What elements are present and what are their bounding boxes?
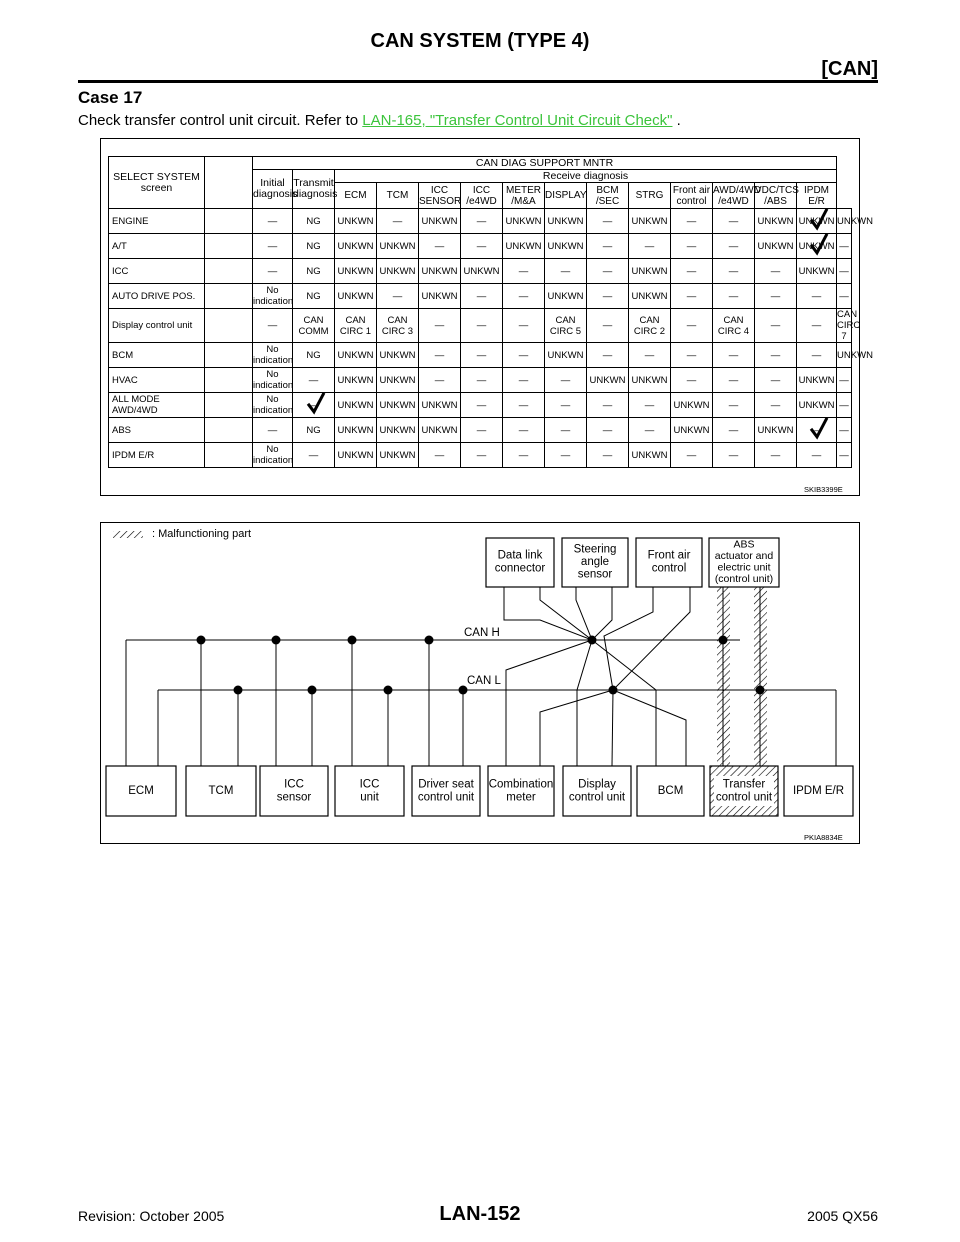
cell-line: CAN: [555, 314, 576, 326]
cell-line: UNKWN: [337, 424, 374, 436]
row-label: IPDM E/R: [109, 443, 205, 468]
hub-wire: [592, 640, 656, 766]
cell-line: —: [476, 374, 487, 386]
cell-line: CIRC 3: [381, 325, 414, 337]
footer-revision: Revision: October 2005: [78, 1208, 225, 1224]
top-unit-label: electric unit: [717, 561, 771, 574]
cell-line: UNKWN: [421, 424, 458, 436]
can-diag-title: CAN DIAG SUPPORT MNTR: [253, 157, 837, 170]
cell-line: ICC: [472, 184, 491, 196]
cell-line: indication: [253, 380, 294, 391]
junction-dot: [234, 686, 243, 695]
cell-line: METER: [506, 184, 541, 196]
cell-line: UNKWN: [337, 265, 374, 277]
cell-line: —: [518, 424, 529, 436]
cell-line: —: [602, 399, 613, 411]
cell-line: UNKWN: [798, 215, 835, 227]
bottom-unit-label: ECM: [128, 785, 154, 798]
cell-line: CAN: [345, 314, 366, 326]
row-label: ENGINE: [109, 209, 205, 234]
cell-line: E/R: [808, 195, 825, 207]
cell-line: VDC/TCS: [755, 184, 799, 196]
cell-line: No: [266, 344, 279, 355]
cell-line: —: [728, 240, 739, 252]
cell-line: —: [686, 215, 697, 227]
cell-line: —: [770, 290, 781, 302]
cell-line: CAN: [723, 314, 744, 326]
cell-line: —: [728, 449, 739, 461]
cell-line: UNKWN: [463, 265, 500, 277]
cell-line: No: [266, 444, 279, 455]
cell-line: UNKWN: [379, 424, 416, 436]
hub-wire: [613, 690, 686, 766]
cell-line: /e4WD: [466, 195, 497, 207]
cell-line: UNKWN: [379, 374, 416, 386]
cell-line: UNKWN: [798, 374, 835, 386]
cell-line: UNKWN: [547, 290, 584, 302]
cell-line: —: [644, 399, 655, 411]
cell-line: Transmit: [293, 177, 334, 189]
cell-line: indication: [253, 296, 294, 307]
bottom-unit-label: meter: [506, 791, 536, 804]
cell-line: —: [476, 240, 487, 252]
cell-line: CAN: [639, 314, 660, 326]
cell-line: —: [839, 399, 849, 411]
cell-line: —: [770, 449, 781, 461]
cell-line: UNKWN: [337, 240, 374, 252]
hub-wire: [612, 690, 613, 766]
junction-dot: [425, 636, 434, 645]
cell-line: UNKWN: [505, 215, 542, 227]
cell-line: CIRC 7: [837, 320, 861, 342]
cell-line: —: [811, 320, 822, 331]
legend-text: : Malfunctioning part: [152, 528, 252, 540]
cell-line: —: [308, 399, 319, 411]
cell-line: —: [770, 374, 781, 386]
cell-line: —: [476, 399, 487, 411]
cell-line: —: [267, 265, 278, 277]
bottom-unit-label: control unit: [568, 791, 626, 804]
cell-line: UNKWN: [631, 449, 668, 461]
cell-line: ECM: [344, 190, 367, 201]
cell-line: diagnosis: [253, 188, 298, 200]
cell-line: UNKWN: [379, 265, 416, 277]
cell-line: UNKWN: [798, 399, 835, 411]
cell-line: UNKWN: [337, 399, 374, 411]
cell-line: —: [518, 320, 529, 331]
cell-line: —: [839, 290, 849, 302]
cell-line: —: [602, 424, 613, 436]
bottom-unit-label: Transfer: [722, 778, 766, 791]
junction-dot: [459, 686, 468, 695]
cell-line: UNKWN: [631, 290, 668, 302]
cell-line: —: [770, 399, 781, 411]
cell-line: —: [518, 265, 529, 277]
cell-line: CAN: [837, 309, 858, 320]
cell-line: /e4WD: [718, 195, 749, 207]
cell-line: diagnosis: [293, 188, 338, 200]
instruction-suffix: .: [672, 112, 681, 129]
cell-line: CIRC 4: [717, 325, 750, 337]
junction-dot: [384, 686, 393, 695]
cell-line: IPDM: [804, 184, 830, 196]
cell-line: —: [728, 265, 739, 277]
row-label: ICC: [109, 259, 205, 284]
cell-line: No: [266, 394, 279, 405]
cell-line: —: [267, 424, 278, 436]
cell-line: —: [686, 449, 697, 461]
cell-line: —: [518, 449, 529, 461]
cell-line: —: [602, 290, 613, 302]
cell-line: UNKWN: [798, 265, 835, 277]
cell-line: —: [308, 374, 319, 386]
cell-line: CIRC 1: [339, 325, 372, 337]
cell-line: —: [560, 424, 571, 436]
row-label: ALL MODE AWD/4WD: [109, 393, 205, 418]
cell-line: CIRC 5: [549, 325, 582, 337]
section-label: [CAN]: [821, 58, 878, 80]
footer-page-number: LAN-152: [439, 1203, 521, 1225]
cell-line: UNKWN: [421, 265, 458, 277]
cell-line: —: [476, 349, 487, 361]
cell-line: UNKWN: [337, 215, 374, 227]
cell-line: UNKWN: [547, 349, 584, 361]
cell-line: /M&A: [511, 195, 536, 207]
cell-line: —: [560, 265, 571, 277]
cell-line: —: [434, 449, 445, 461]
top-unit-label: Steering: [573, 543, 617, 556]
cell-line: UNKWN: [337, 290, 374, 302]
cell-line: UNKWN: [379, 399, 416, 411]
top-unit-label: ABS: [733, 538, 755, 551]
cell-line: Initial: [260, 177, 285, 189]
case-title: Case 17: [78, 88, 143, 107]
hub-wire: [540, 587, 592, 640]
cell-line: —: [728, 374, 739, 386]
cell-line: UNKWN: [757, 424, 794, 436]
receive-diagnosis-header: Receive diagnosis: [335, 170, 837, 183]
cell-line: UNKWN: [421, 215, 458, 227]
cell-line: SENSOR: [419, 195, 462, 207]
bottom-unit-label: ICC: [359, 778, 380, 791]
row-label: BCM: [109, 343, 205, 368]
row-label: AUTO DRIVE POS.: [109, 284, 205, 309]
cell-line: /SEC: [595, 195, 620, 207]
cell-line: STRG: [635, 190, 664, 201]
hub-wire: [506, 640, 592, 766]
cell-line: CAN: [387, 314, 408, 326]
cell-line: —: [686, 290, 697, 302]
bottom-unit-label: Display: [578, 778, 616, 791]
cell-line: —: [602, 215, 613, 227]
reference-link[interactable]: LAN-165, "Transfer Control Unit Circuit Check": [362, 112, 673, 129]
cell-line: UNKWN: [837, 349, 873, 361]
cell-line: —: [602, 320, 613, 331]
bottom-unit-label: ICC: [284, 778, 304, 791]
cell-line: —: [476, 290, 487, 302]
cell-line: UNKWN: [337, 374, 374, 386]
cell-line: —: [770, 265, 781, 277]
hub-wire: [613, 587, 690, 690]
cell-line: —: [476, 449, 487, 461]
cell-line: —: [686, 374, 697, 386]
top-unit-label: Front air: [647, 549, 691, 562]
cell-line: —: [728, 349, 739, 361]
cell-line: COMM: [298, 325, 329, 337]
cell-line: UNKWN: [798, 240, 835, 252]
top-unit-label: angle: [580, 556, 610, 569]
cell-line: —: [644, 424, 655, 436]
bottom-unit-label: unit: [360, 791, 379, 804]
cell-line: UNKWN: [757, 240, 794, 252]
cell-line: —: [686, 240, 697, 252]
cell-line: UNKWN: [589, 374, 626, 386]
cell-line: UNKWN: [631, 265, 668, 277]
cell-line: indication: [253, 455, 294, 466]
top-unit-label: (control unit): [714, 573, 774, 586]
cell-line: ICC: [430, 184, 449, 196]
cell-line: UNKWN: [547, 240, 584, 252]
cell-line: —: [686, 349, 697, 361]
cell-line: DISPLAY: [545, 190, 587, 201]
top-unit-label: actuator and: [714, 550, 774, 563]
cell-line: —: [476, 320, 487, 331]
cell-line: UNKWN: [379, 349, 416, 361]
select-system-header: SELECT SYSTEM screen: [109, 157, 205, 209]
bottom-unit-label: BCM: [657, 785, 684, 798]
page-title: CAN SYSTEM (TYPE 4): [370, 30, 590, 52]
cell-line: —: [267, 320, 278, 331]
cell-line: —: [392, 215, 403, 227]
can-l-label: CAN L: [467, 675, 501, 687]
cell-line: UNKWN: [547, 215, 584, 227]
cell-line: —: [434, 374, 445, 386]
footer-model: 2005 QX56: [807, 1208, 878, 1224]
instruction-prefix: Check transfer control unit circuit. Refer to: [78, 112, 363, 129]
cell-line: —: [267, 215, 278, 227]
cell-line: NG: [306, 424, 321, 436]
cell-line: No: [266, 285, 279, 296]
cell-line: —: [392, 290, 403, 302]
cell-line: —: [728, 290, 739, 302]
hub-wire: [592, 587, 612, 640]
bottom-unit-label: TCM: [208, 785, 234, 798]
hub-wire: [576, 587, 592, 640]
cell-line: NG: [306, 215, 321, 227]
junction-dot: [348, 636, 357, 645]
cell-line: NG: [306, 265, 321, 277]
cell-line: NG: [306, 349, 321, 361]
row-label: A/T: [109, 234, 205, 259]
cell-line: —: [728, 215, 739, 227]
cell-line: indication: [253, 405, 294, 416]
cell-line: CIRC 2: [633, 325, 666, 337]
cell-line: —: [770, 349, 781, 361]
cell-line: —: [308, 449, 319, 461]
bottom-unit-label: IPDM E/R: [792, 785, 845, 798]
diagram-figure-id: PKIA8834E: [804, 833, 843, 842]
legend-hatch: [113, 531, 143, 538]
hub-wire: [504, 587, 592, 640]
cell-line: —: [811, 290, 822, 302]
cell-line: UNKWN: [631, 215, 668, 227]
cell-line: —: [518, 399, 529, 411]
cell-line: —: [560, 449, 571, 461]
cell-line: —: [476, 424, 487, 436]
row-label: HVAC: [109, 368, 205, 393]
cell-line: UNKWN: [673, 424, 710, 436]
cell-line: UNKWN: [421, 399, 458, 411]
cell-line: /ABS: [764, 195, 787, 207]
bottom-unit-label: sensor: [276, 791, 312, 804]
cell-line: —: [686, 320, 697, 331]
cell-line: NG: [306, 290, 321, 302]
cell-line: —: [602, 449, 613, 461]
cell-line: control: [676, 195, 707, 207]
cell-line: UNKWN: [757, 215, 794, 227]
bottom-unit-label: Combination: [488, 778, 554, 791]
cell-line: —: [811, 424, 822, 436]
cell-line: —: [476, 215, 487, 227]
cell-line: —: [728, 424, 739, 436]
cell-line: —: [434, 320, 445, 331]
cell-line: —: [811, 349, 822, 361]
junction-dot: [719, 636, 728, 645]
row-label: ABS: [109, 418, 205, 443]
top-unit-label: Data link: [497, 549, 543, 562]
cell-line: —: [839, 449, 849, 461]
cell-line: —: [518, 374, 529, 386]
cell-line: UNKWN: [337, 349, 374, 361]
cell-line: —: [728, 399, 739, 411]
cell-line: —: [434, 349, 445, 361]
cell-line: UNKWN: [337, 449, 374, 461]
cell-line: No: [266, 369, 279, 380]
cell-line: —: [560, 399, 571, 411]
cell-line: UNKWN: [379, 449, 416, 461]
top-unit-label: sensor: [577, 568, 613, 581]
cell-line: —: [518, 349, 529, 361]
cell-line: indication: [253, 355, 294, 366]
junction-dot: [756, 686, 765, 695]
bottom-unit-label: control unit: [417, 791, 475, 804]
cell-line: —: [560, 374, 571, 386]
cell-line: —: [267, 240, 278, 252]
junction-dot: [272, 636, 281, 645]
cell-line: —: [518, 290, 529, 302]
table-figure-id: SKIB3399E: [804, 485, 843, 494]
cell-line: —: [839, 374, 849, 386]
cell-line: —: [811, 449, 822, 461]
cell-line: —: [644, 240, 655, 252]
cell-line: —: [839, 240, 849, 252]
cell-line: —: [602, 240, 613, 252]
cell-line: —: [434, 240, 445, 252]
cell-line: UNKWN: [673, 399, 710, 411]
cell-line: CAN: [303, 314, 324, 326]
cell-line: —: [839, 424, 849, 436]
bottom-unit-label: control unit: [715, 791, 773, 804]
cell-line: Front air: [672, 184, 711, 196]
cell-line: —: [686, 265, 697, 277]
cell-line: UNKWN: [379, 240, 416, 252]
cell-line: NG: [306, 240, 321, 252]
cell-line: UNKWN: [837, 215, 873, 227]
cell-line: —: [602, 265, 613, 277]
hub-wire: [577, 640, 592, 766]
cell-line: UNKWN: [505, 240, 542, 252]
cell-line: BCM: [596, 184, 619, 196]
bottom-unit-label: Driver seat: [418, 778, 474, 791]
top-unit-label: control: [651, 562, 687, 575]
can-h-label: CAN H: [464, 627, 500, 639]
junction-dot: [197, 636, 206, 645]
top-unit-label: connector: [494, 562, 546, 575]
cell-line: —: [644, 349, 655, 361]
row-label: Display control unit: [109, 309, 205, 343]
cell-line: —: [602, 349, 613, 361]
cell-line: —: [770, 320, 781, 331]
cell-line: —: [839, 265, 849, 277]
cell-line: UNKWN: [631, 374, 668, 386]
cell-line: UNKWN: [421, 290, 458, 302]
cell-line: AWD/4WD: [713, 184, 761, 196]
cell-line: TCM: [386, 190, 409, 201]
junction-dot: [308, 686, 317, 695]
